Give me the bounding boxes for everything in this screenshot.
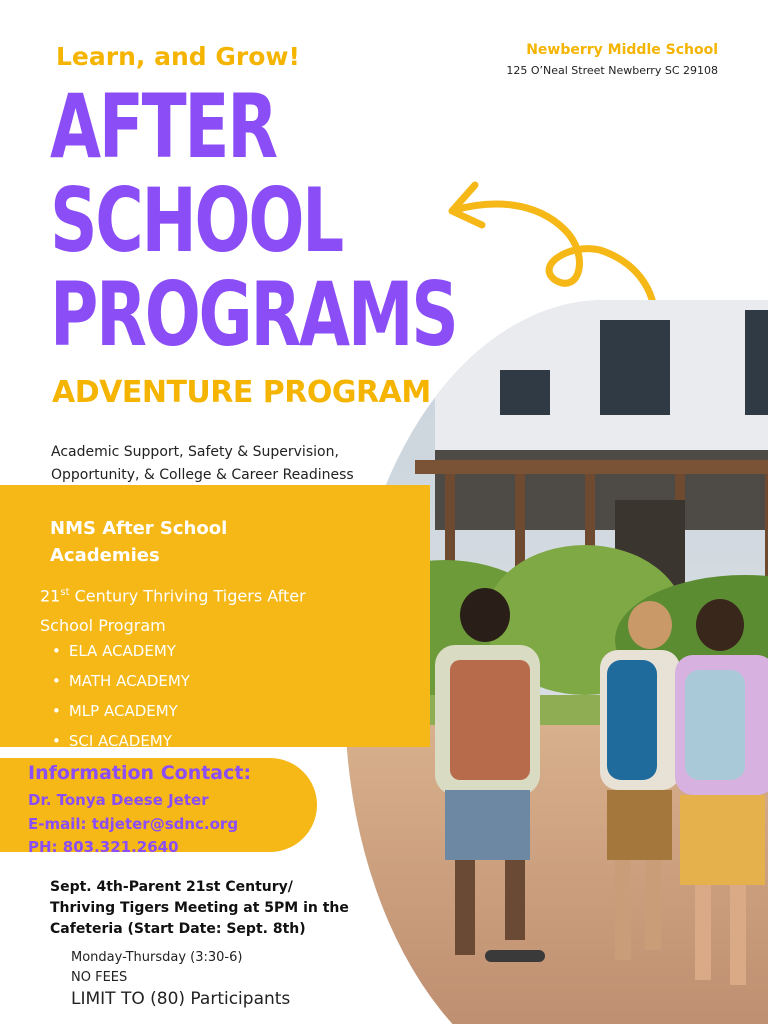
title-line-school: SCHOOL bbox=[50, 169, 342, 272]
school-name: Newberry Middle School bbox=[526, 42, 718, 58]
list-item: • ELA ACADEMY bbox=[52, 636, 190, 666]
list-item: • MLP ACADEMY bbox=[52, 696, 190, 726]
program-subtitle: ADVENTURE PROGRAM bbox=[52, 375, 431, 410]
tagline: Learn, and Grow! bbox=[56, 42, 300, 71]
program-number: 21 bbox=[40, 586, 61, 606]
contact-email: E-mail: tdjeter@sdnc.org bbox=[28, 815, 239, 833]
program-features: Academic Support, Safety & Supervision, Opportunity, & College & Career Readiness bbox=[51, 444, 354, 483]
participant-limit: LIMIT TO (80) Participants bbox=[71, 989, 291, 1009]
school-address: 125 O’Neal Street Newberry SC 29108 bbox=[506, 64, 718, 77]
contact-heading: Information Contact: bbox=[28, 762, 252, 784]
schedule-fees: NO FEES bbox=[71, 970, 128, 985]
schedule bbox=[71, 948, 242, 988]
program-name-rest: Century Thriving Tigers After School Program bbox=[40, 586, 306, 636]
list-item: • SCI ACADEMY bbox=[52, 726, 190, 756]
schedule-days: Monday-Thursday (3:30-6) bbox=[71, 950, 243, 965]
program-ordinal: st bbox=[60, 587, 70, 598]
main-title bbox=[50, 75, 457, 366]
program-name bbox=[40, 578, 330, 641]
meeting-notice: Sept. 4th-Parent 21st Century/ Thriving Tigers Meeting at 5PM in the Cafeteria (Start Date: Sept. 8th) bbox=[50, 879, 349, 937]
contact-name: Dr. Tonya Deese Jeter bbox=[28, 791, 209, 809]
academy-list bbox=[52, 636, 190, 756]
contact-phone: PH: 803.321.2640 bbox=[28, 838, 179, 856]
title-line-after: AFTER bbox=[50, 75, 276, 178]
title-line-programs: PROGRAMS bbox=[50, 263, 457, 366]
list-item: • MATH ACADEMY bbox=[52, 666, 190, 696]
academies-heading: NMS After School Academies bbox=[50, 518, 228, 566]
